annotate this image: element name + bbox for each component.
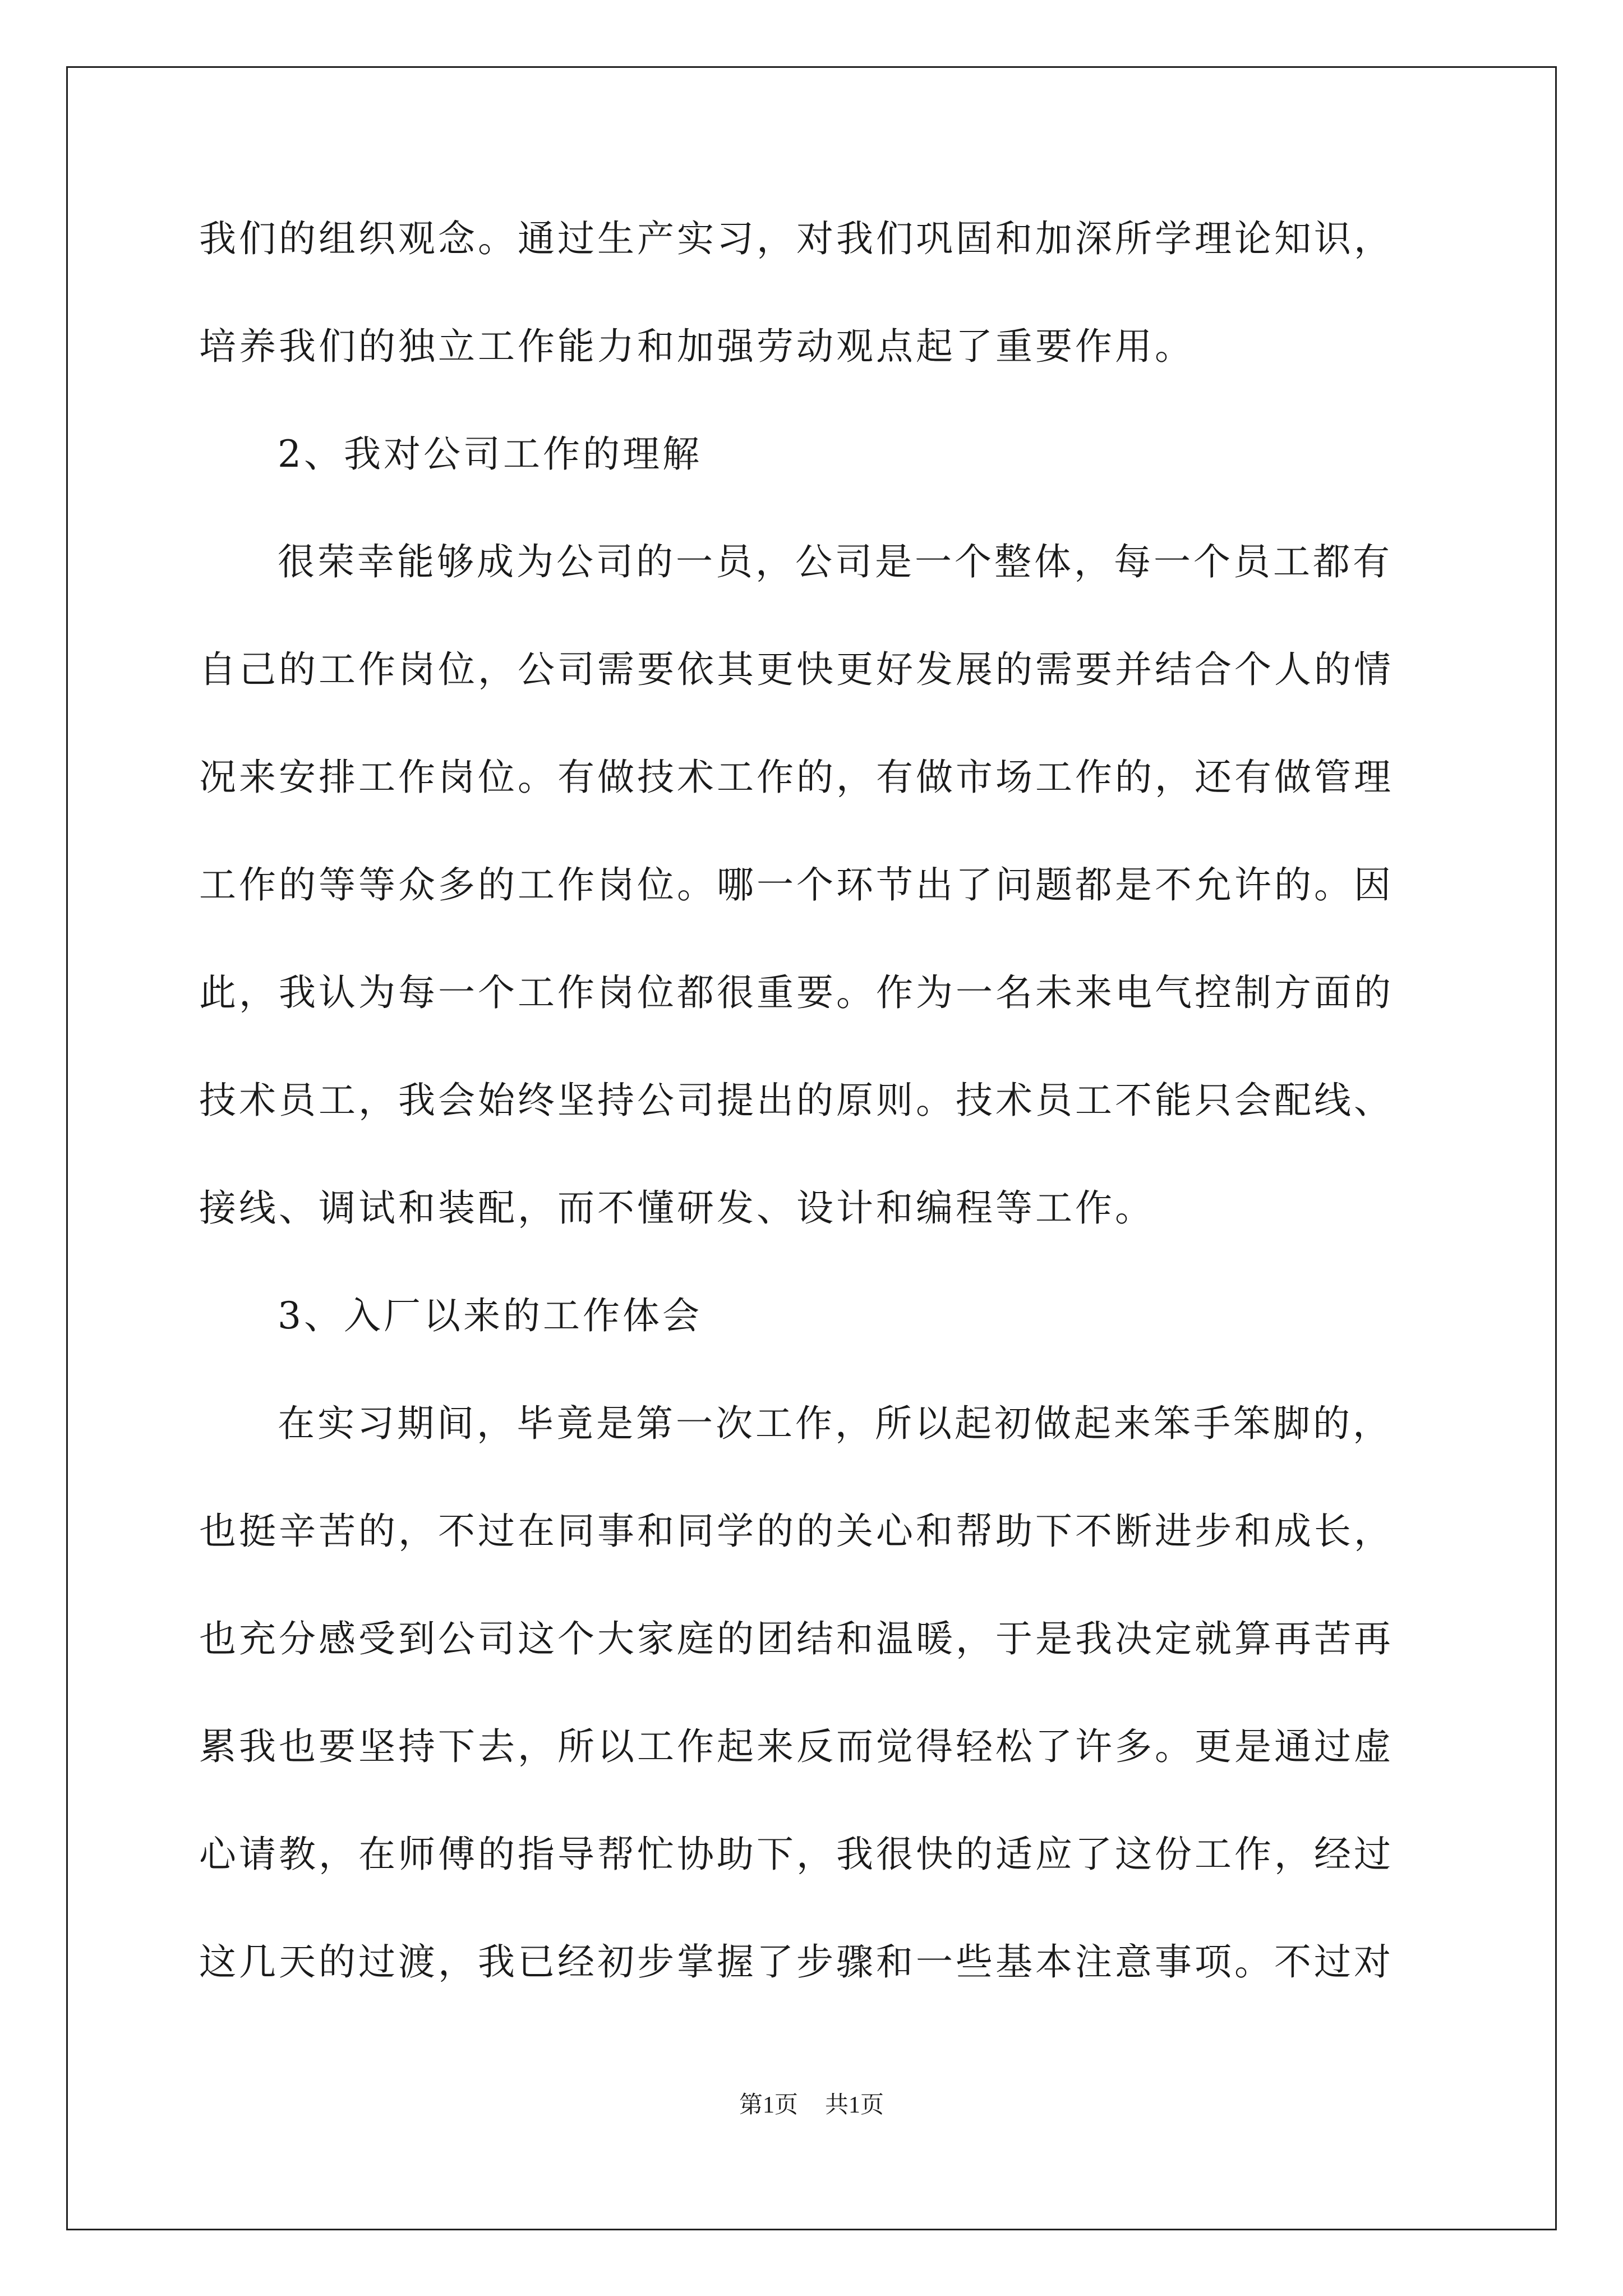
text-line: 况来安排工作岗位。有做技术工作的，有做市场工作的，还有做管理 <box>199 756 1394 799</box>
text-line: 在实习期间，毕竟是第一次工作，所以起初做起来笨手笨脚的， <box>278 1402 1393 1445</box>
text-line: 这几天的过渡，我已经初步掌握了步骤和一些基本注意事项。不过对 <box>199 1940 1394 1984</box>
page-number: 第1页 <box>739 2092 798 2118</box>
page-total: 共1页 <box>825 2092 884 2118</box>
text-line: 也充分感受到公司这个大家庭的团结和温暖，于是我决定就算再苦再 <box>199 1617 1394 1660</box>
text-line: 累我也要坚持下去，所以工作起来反而觉得轻松了许多。更是通过虚 <box>199 1725 1394 1768</box>
text-line: 也挺辛苦的，不过在同事和同学的的关心和帮助下不断进步和成长， <box>199 1510 1394 1553</box>
section-heading: 3、入厂以来的工作体会 <box>278 1294 702 1337</box>
text-line: 心请教，在师傅的指导帮忙协助下，我很快的适应了这份工作，经过 <box>199 1833 1394 1876</box>
text-line: 我们的组织观念。通过生产实习，对我们巩固和加深所学理论知识， <box>199 217 1394 260</box>
text-line: 此，我认为每一个工作岗位都很重要。作为一名未来电气控制方面的 <box>199 971 1394 1014</box>
text-line: 很荣幸能够成为公司的一员，公司是一个整体，每一个员工都有 <box>278 540 1393 583</box>
page-footer <box>0 2091 1623 2119</box>
text-line: 工作的等等众多的工作岗位。哪一个环节出了问题都是不允许的。因 <box>199 863 1394 907</box>
text-line: 接线、调试和装配，而不懂研发、设计和编程等工作。 <box>199 1186 1155 1230</box>
text-line: 培养我们的独立工作能力和加强劳动观点起了重要作用。 <box>199 325 1195 368</box>
text-line: 自己的工作岗位，公司需要依其更快更好发展的需要并结合个人的情 <box>199 648 1394 691</box>
document-body <box>199 185 1433 2016</box>
section-heading: 2、我对公司工作的理解 <box>278 432 702 476</box>
text-line: 技术员工，我会始终坚持公司提出的原则。技术员工不能只会配线、 <box>199 1079 1394 1122</box>
